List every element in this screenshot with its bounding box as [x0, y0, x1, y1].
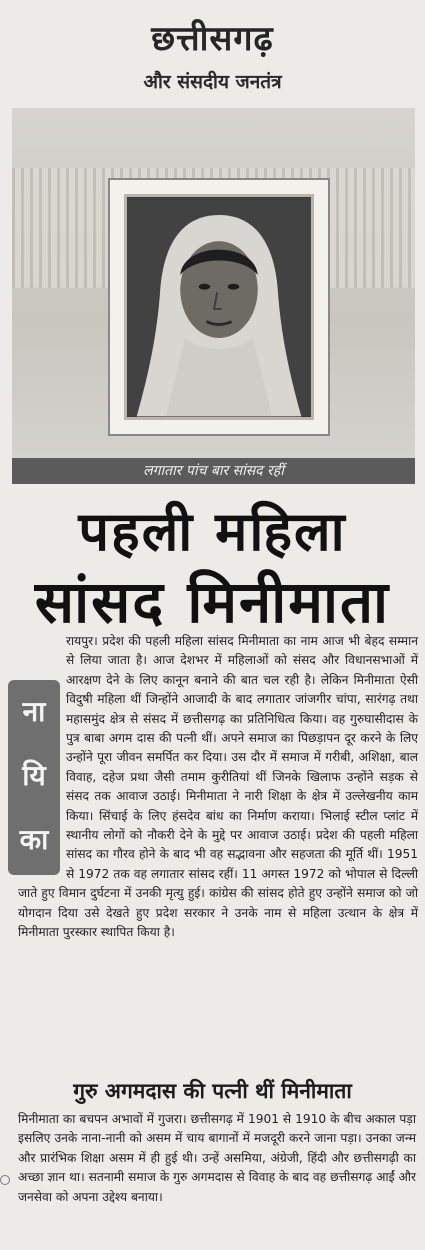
side-tag-syllable: ना	[22, 695, 46, 728]
portrait-frame	[108, 178, 330, 436]
scan-edge-mark	[0, 1175, 10, 1185]
subsection-text: मिनीमाता का बचपन अभावों में गुजरा। छत्तीसगढ़ में 1901 से 1910 के बीच अकाल पड़ा इसलिए उनके नाना-नानी को असम में चाय बागानों में मजदूरी करने जाना पड़ा। उनका जन्म और प्रारंभिक शिक्षा असम में ही हुई थी। उन्हें असमिया, अंग्रेजी, हिंदी और छत्तीसगढ़ी का अच्छा ज्ञान था। सतनामी समाज के गुरु अगमदास से विवाह के बाद वह छत्तीसगढ़ आईं और जनसेवा को अपना उद्देश्य बनाया।	[18, 1112, 416, 1204]
side-tag-syllable: का	[19, 823, 49, 856]
article-body	[18, 632, 418, 943]
portrait-photo	[124, 194, 314, 420]
side-tag-syllable: यि	[22, 759, 46, 792]
series-title: छत्तीसगढ़	[151, 19, 274, 59]
headline-line-2: सांसद मिनीमाता	[34, 568, 391, 636]
headline-line-1: पहली महिला	[78, 500, 347, 563]
side-tag-spacer	[18, 680, 66, 875]
photo-caption: लगातार पांच बार सांसद रहीं	[12, 458, 415, 484]
subsection-heading: गुरु अगमदास की पत्नी थीं मिनीमाता	[73, 1079, 352, 1103]
series-subtitle: और संसदीय जनतंत्र	[143, 71, 282, 93]
woman-portrait-image	[127, 197, 311, 417]
article-paragraph: रायपुर। प्रदेश की पहली महिला सांसद मिनीमाता का नाम आज भी बेहद सम्मान से लिया जाता है। आज देशभर में महिलाओं को संसद और विधानसभाओं में आरक्षण देने के लिए कानून बनाने की बात चल रही है। लेकिन मिनीमाता ऐसी विदुषी महिला थीं जिन्होंने आजादी के बाद लगातार जांजगीर चांपा, सारंगढ़ तथा महासमुंद क्षेत्र से संसद में छत्तीसगढ़ का प्रतिनिधित्व किया। वह गुरुघासीदास के पुत्र बाबा अगम दास की पत्नी थीं। अपने समाज का पिछड़ापन दूर करने के लिए उन्होंने पूरा जीवन समर्पित कर दिया। उस दौर में समाज में गरीबी, अशिक्षा, बाल विवाह, दहेज प्रथा जैसी तमाम कुरीतियां थीं जिनके खिलाफ उन्होंने सड़क से संसद तक आवाज उठाई। मिनीमाता ने नारी शिक्षा के क्षेत्र में उल्लेखनीय काम किया। सिंचाई के लिए हंसदेव बांध का निर्माण कराया। भिलाई स्टील प्लांट में स्थानीय लोगों को नौकरी देने के मुद्दे पर आवाज उठाई। प्रदेश की पहली महिला सांसद का गौरव होने के बाद भी वह सद्भावना और सहजता की मूर्ति थीं। 1951 से 1972 तक वह लगातार सांसद रहीं। 11 अगस्त 1972 को भोपाल से दिल्ली जाते हुए विमान दुर्घटना में उनकी मृत्यु हुई। कांग्रेस की सांसद होते हुए उन्होंने समाज को जो योगदान दिया उसे देखते हुए प्रदेश सरकार ने उनके नाम से महिला उत्थान के क्षेत्र में मिनीमाता पुरस्कार स्थापित किया है।	[18, 634, 418, 940]
